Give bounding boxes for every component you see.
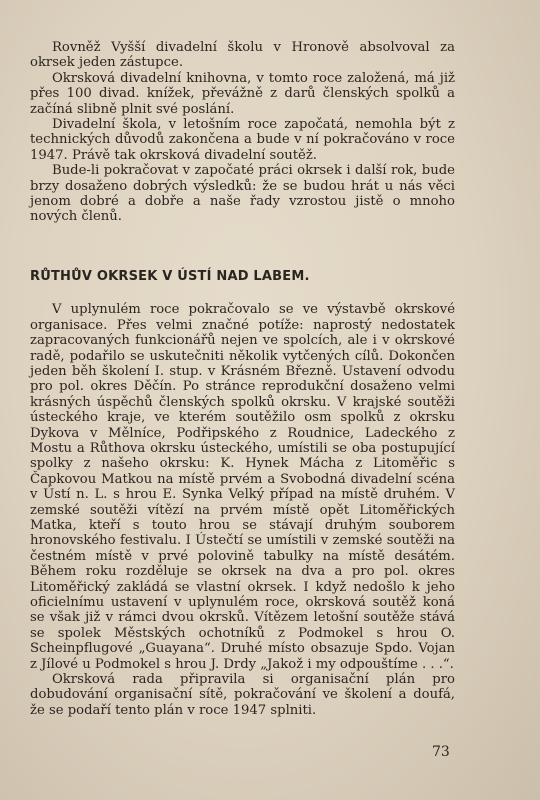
paragraph: Rovněž Vyšší divadelní školu v Hronově absolvoval za okrsek jeden zástupce.: [30, 40, 455, 71]
paragraph: Bude-li pokračovat v započaté práci okrsek i další rok, bude brzy dosaženo dobrých výsledků: že se budou hrát u nás věci jenom dobré a dobře a naše řady vzrostou jistě o mnoho nových členů.: [30, 163, 455, 225]
section-heading: RŮTHŮV OKRSEK V ÚSTÍ NAD LABEM.: [30, 268, 310, 284]
paragraph: Divadelní škola, v letošním roce započatá, nemohla být z technických důvodů zakončena a bude v ní pokračováno v roce 1947. Právě tak okrsková divadelní soutěž.: [30, 117, 455, 163]
page-number: 73: [432, 744, 450, 760]
paragraph: Okrsková rada připravila si organisační plán pro dobudování organisační sítě, pokračování ve školení a doufá, že se podaří tento plán v roce 1947 splniti.: [30, 672, 455, 718]
paragraph: Okrsková divadelní knihovna, v tomto roce založená, má již přes 100 divad. knížek, převážně z darů členských spolků a začíná slibně plnit své poslání.: [30, 70, 455, 117]
paragraph: V uplynulém roce pokračovalo se ve výstavbě okrskové organisace. Přes velmi značné potíže: naprostý nedostatek zapracovaných funkcionářů nejen ve spolcích, ale i v okrskové radě, podařilo se uskutečniti několik vytčených cílů. Dokončen jeden běh školení I. stup. v Krásném Březně. Ustavení odvodu pro pol. okres Děčín. Po stránce reprodukční dosaženo velmi krásných úspěchů členských spolků okrsku. V krajské soutěži ústeckého kraje, ve kterém soutěžilo osm spolků z okrsku Dykova v Mělníce, Podřipského z Roudnice, Ladeckého z Mostu a Růthova okrsku ústeckého, umístili se oba postupující spolky z našeho okrsku: K. Hynek Mácha z Litoměřic s Čapkovou Matkou na místě prvém a Svobodná divadelní scéna v Ústí n. L. s hrou E. Synka Velký případ na místě druhém. V zemské soutěži vítězí na prvém místě opět Litoměřických Matka, kteří s touto hrou se stávají druhým souborem hronovského festivalu. I Ústečtí se umístili v zemské soutěži na čestném místě v prvé polovině tabulky na místě desátém. Během roku rozděluje se okrsek na dva a pro pol. okres Litoměřický zakládá se vlastní okrsek. I když nedošlo k jeho oficielnímu ustavení v uplynulém roce, okrsková soutěž koná se však již v rámci dvou okrsků. Vítězem letošní soutěže stává se spolek Městských ochotníků z Podmokel s hrou O. Scheinpflugové „Guayana“. Druhé místo obsazuje Spdo. Vojan z Jílové u Podmokel s hrou J. Drdy „Jakož i my odpouštíme . . .“.: [30, 302, 455, 672]
page-text: [30, 40, 455, 718]
